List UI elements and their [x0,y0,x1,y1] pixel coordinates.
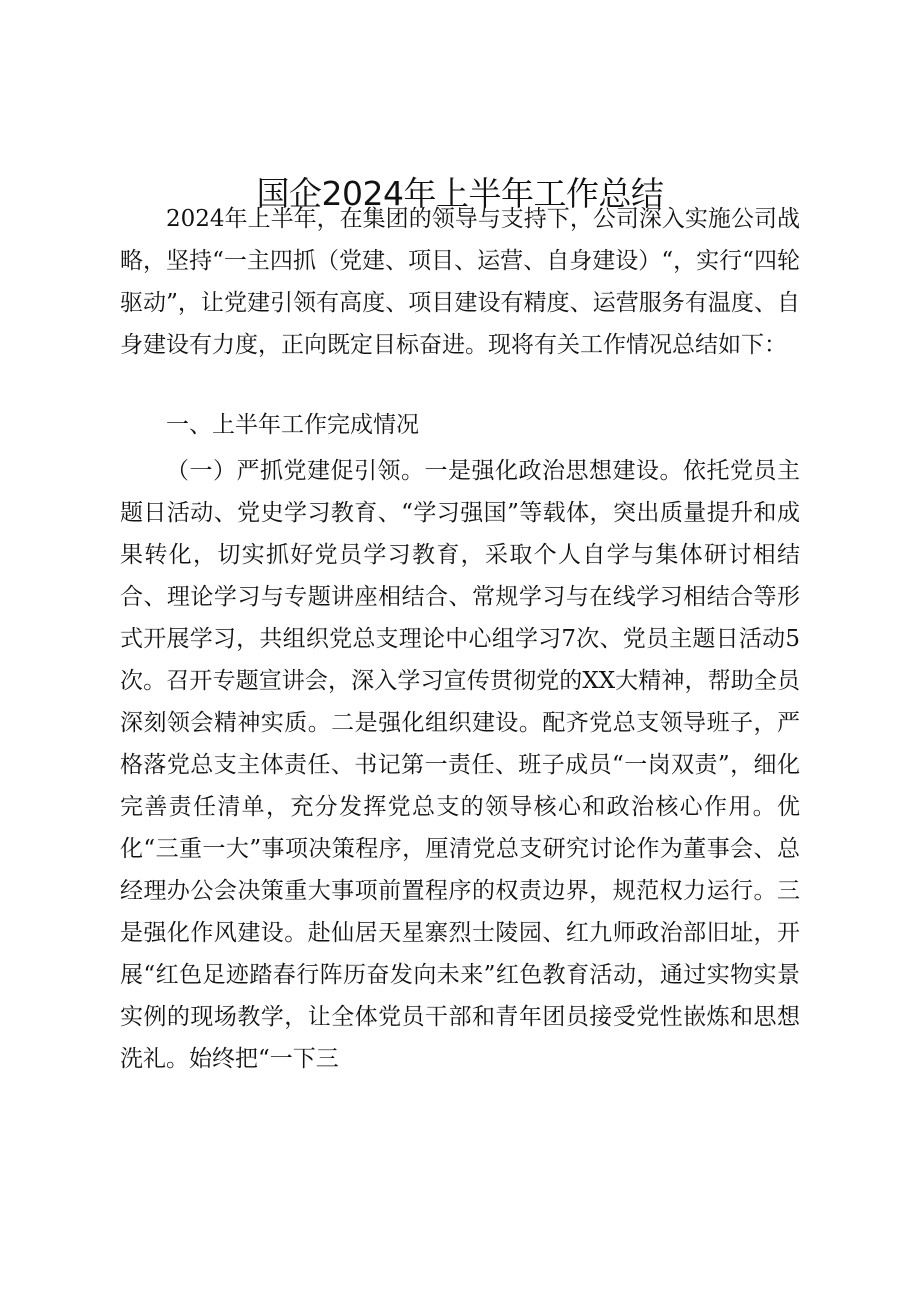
section-heading: 一、上半年工作完成情况 [166,412,419,438]
document-title: 国企2024年上半年工作总结 [256,174,664,213]
intro-paragraph: 2024年上半年，在集团的领导与支持下，公司深入实施公司战略，坚持“一主四抓（党建、项目、运营、自身建设）“，实行“四轮驱动”，让党建引领有高度、项目建设有精度、运营服务有温度、自身建设有力度，正向既定目标奋进。现将有关工作情况总结如下： [120,206,800,358]
body-paragraph: （一）严抓党建促引领。一是强化政治思想建设。依托党员主题日活动、党史学习教育、“学习强国”等载体，突出质量提升和成果转化，切实抓好党员学习教育，采取个人自学与集体研讨相结合、理论学习与专题讲座相结合、常规学习与在线学习相结合等形式开展学习，共组织党总支理论中心组学习7次、党员主题日活动5次。召开专题宣讲会，深入学习宣传贯彻党的XX大精神，帮助全员深刻领会精神实质。二是强化组织建设。配齐党总支领导班子，严格落党总支主体责任、书记第一责任、班子成员“一岗双责”，细化完善责任清单，充分发挥党总支的领导核心和政治核心作用。优化“三重一大”事项决策程序，厘清党总支研究讨论作为董事会、总经理办公会决策重大事项前置程序的权责边界，规范权力运行。三是强化作风建设。赴仙居天星寨烈士陵园、红九师政治部旧址，开展“红色足迹踏春行阵历奋发向未来”红色教育活动，通过实物实景实例的现场教学，让全体党员干部和青年团员接受党性嵌炼和思想洗礼。始终把“一下三 [120,458,800,1072]
